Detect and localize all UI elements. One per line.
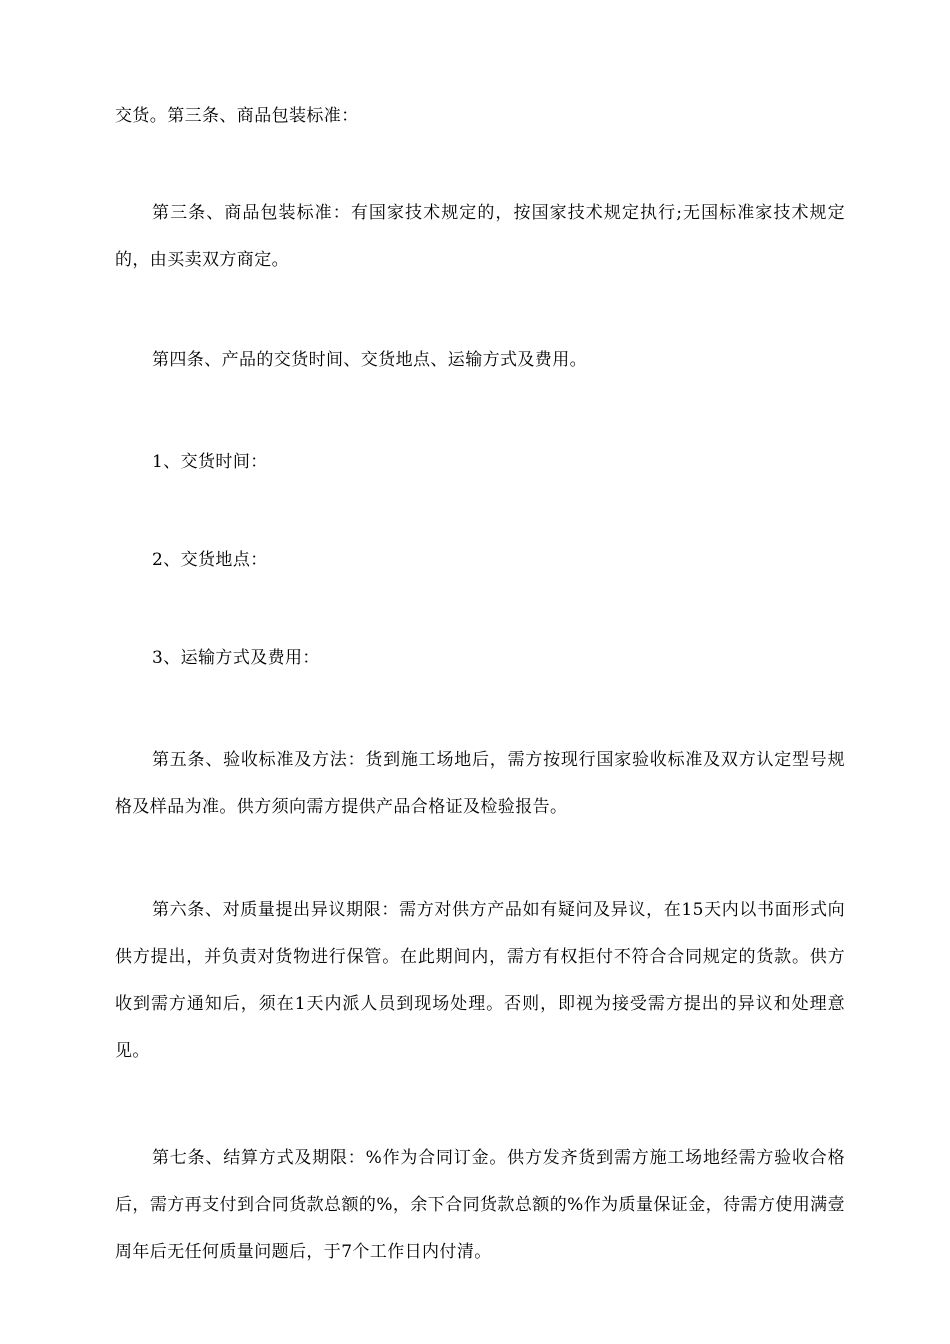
paragraph-article-5: 第五条、验收标准及方法：货到施工场地后，需方按现行国家验收标准及双方认定型号规格及样品为准。供方须向需方提供产品合格证及检验报告。 <box>115 750 845 817</box>
paragraph-article-7: 第七条、结算方式及期限：%作为合同订金。供方发齐货到需方施工场地经需方验收合格后，需方再支付到合同货款总额的%，余下合同货款总额的%作为质量保证金，待需方使用满壹周年后无任何质量问题后，于7个工作日内付清。 <box>115 1148 845 1262</box>
paragraph-article-3: 第三条、商品包装标准：有国家技术规定的，按国家技术规定执行;无国标准家技术规定的，由买卖双方商定。 <box>115 203 845 270</box>
paragraph-article-4: 第四条、产品的交货时间、交货地点、运输方式及费用。 <box>152 350 587 370</box>
paragraph-transport: 3、运输方式及费用： <box>152 648 320 668</box>
paragraph-delivery-time: 1、交货时间： <box>152 452 268 472</box>
paragraph-continuation: 交货。第三条、商品包装标准： <box>115 106 359 126</box>
paragraph-delivery-place: 2、交货地点： <box>152 550 268 570</box>
paragraph-article-6: 第六条、对质量提出异议期限：需方对供方产品如有疑问及异议，在15天内以书面形式向供方提出，并负责对货物进行保管。在此期间内，需方有权拒付不符合合同规定的货款。供方收到需方通知后，须在1天内派人员到现场处理。否则，即视为接受需方提出的异议和处理意见。 <box>115 900 845 1061</box>
